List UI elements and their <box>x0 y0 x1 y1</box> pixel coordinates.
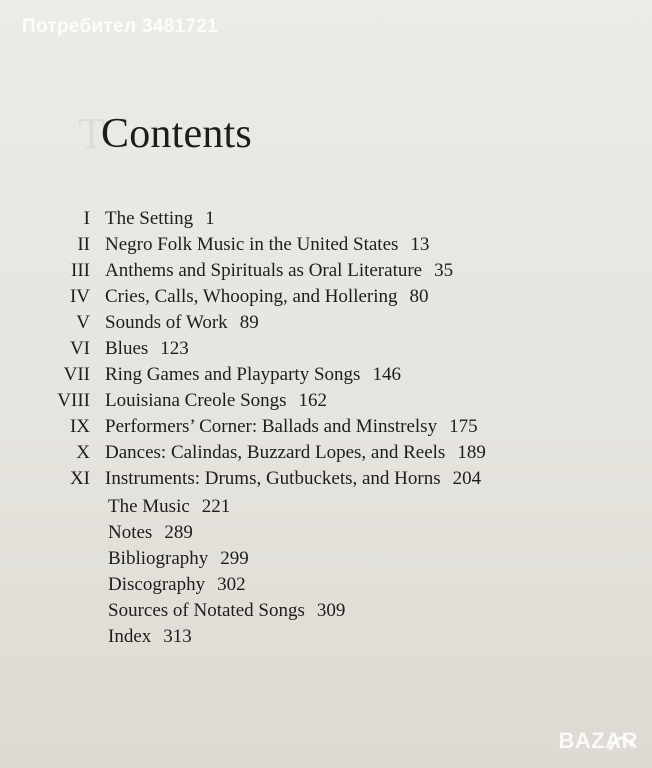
toc-title: Instruments: Drums, Gutbuckets, and Horns <box>105 468 441 489</box>
back-matter-title: Index <box>108 626 152 647</box>
bazar-logo-text: BAZAR <box>558 728 638 753</box>
back-matter-page: 289 <box>164 522 193 543</box>
back-matter-page: 221 <box>201 496 231 517</box>
toc-numeral: XI <box>69 468 90 489</box>
back-matter-title: Discography <box>108 574 206 595</box>
toc-title: Cries, Calls, Whooping, and Hollering <box>105 286 398 307</box>
toc-numeral: III <box>71 260 90 281</box>
toc-title: Louisiana Creole Songs <box>105 390 287 411</box>
toc-numeral: IX <box>69 416 90 437</box>
toc-title: Sounds of Work <box>105 312 228 333</box>
toc-page: 189 <box>457 442 486 463</box>
show-through-heading: T <box>78 109 105 158</box>
toc-numeral: I <box>83 208 90 229</box>
toc-numeral: VII <box>63 364 90 385</box>
toc-title: Dances: Calindas, Buzzard Lopes, and Reels <box>105 442 446 463</box>
toc-numeral: VI <box>69 338 90 359</box>
toc-title: The Setting <box>105 208 194 229</box>
toc-numeral: V <box>76 312 90 333</box>
toc-page: 35 <box>434 260 454 281</box>
toc-page: 162 <box>298 390 328 411</box>
back-matter-title: Bibliography <box>108 548 209 569</box>
back-matter-page: 302 <box>217 574 246 595</box>
toc-numeral: VIII <box>57 390 90 411</box>
back-matter-title: The Music <box>108 496 190 517</box>
back-matter-page: 313 <box>163 626 192 647</box>
toc-page: 80 <box>409 286 429 307</box>
toc-title: Negro Folk Music in the United States <box>105 234 399 255</box>
toc-page: 204 <box>452 468 482 489</box>
back-matter-page: 299 <box>220 548 249 569</box>
toc-page: 89 <box>239 312 259 333</box>
toc-numeral: IV <box>69 286 90 307</box>
toc-page: 146 <box>372 364 401 385</box>
toc-page: 1 <box>205 208 215 229</box>
back-matter-title: Notes <box>108 522 153 543</box>
back-matter-page: 309 <box>316 600 346 621</box>
page-title: Contents <box>101 111 252 157</box>
toc-numeral: X <box>76 442 90 463</box>
toc-page: 13 <box>410 234 430 255</box>
toc-page: 123 <box>160 338 189 359</box>
toc-title: Performers’ Corner: Ballads and Minstrelsy <box>105 416 438 437</box>
back-matter-title: Sources of Notated Songs <box>108 600 305 621</box>
toc-title: Blues <box>105 338 149 359</box>
toc-numeral: II <box>77 234 90 255</box>
toc-page: 175 <box>449 416 478 437</box>
toc-title: Ring Games and Playparty Songs <box>105 364 361 385</box>
toc-title: Anthems and Spirituals as Oral Literature <box>105 260 423 281</box>
uploader-watermark: Потребител 3481721 <box>22 16 219 37</box>
